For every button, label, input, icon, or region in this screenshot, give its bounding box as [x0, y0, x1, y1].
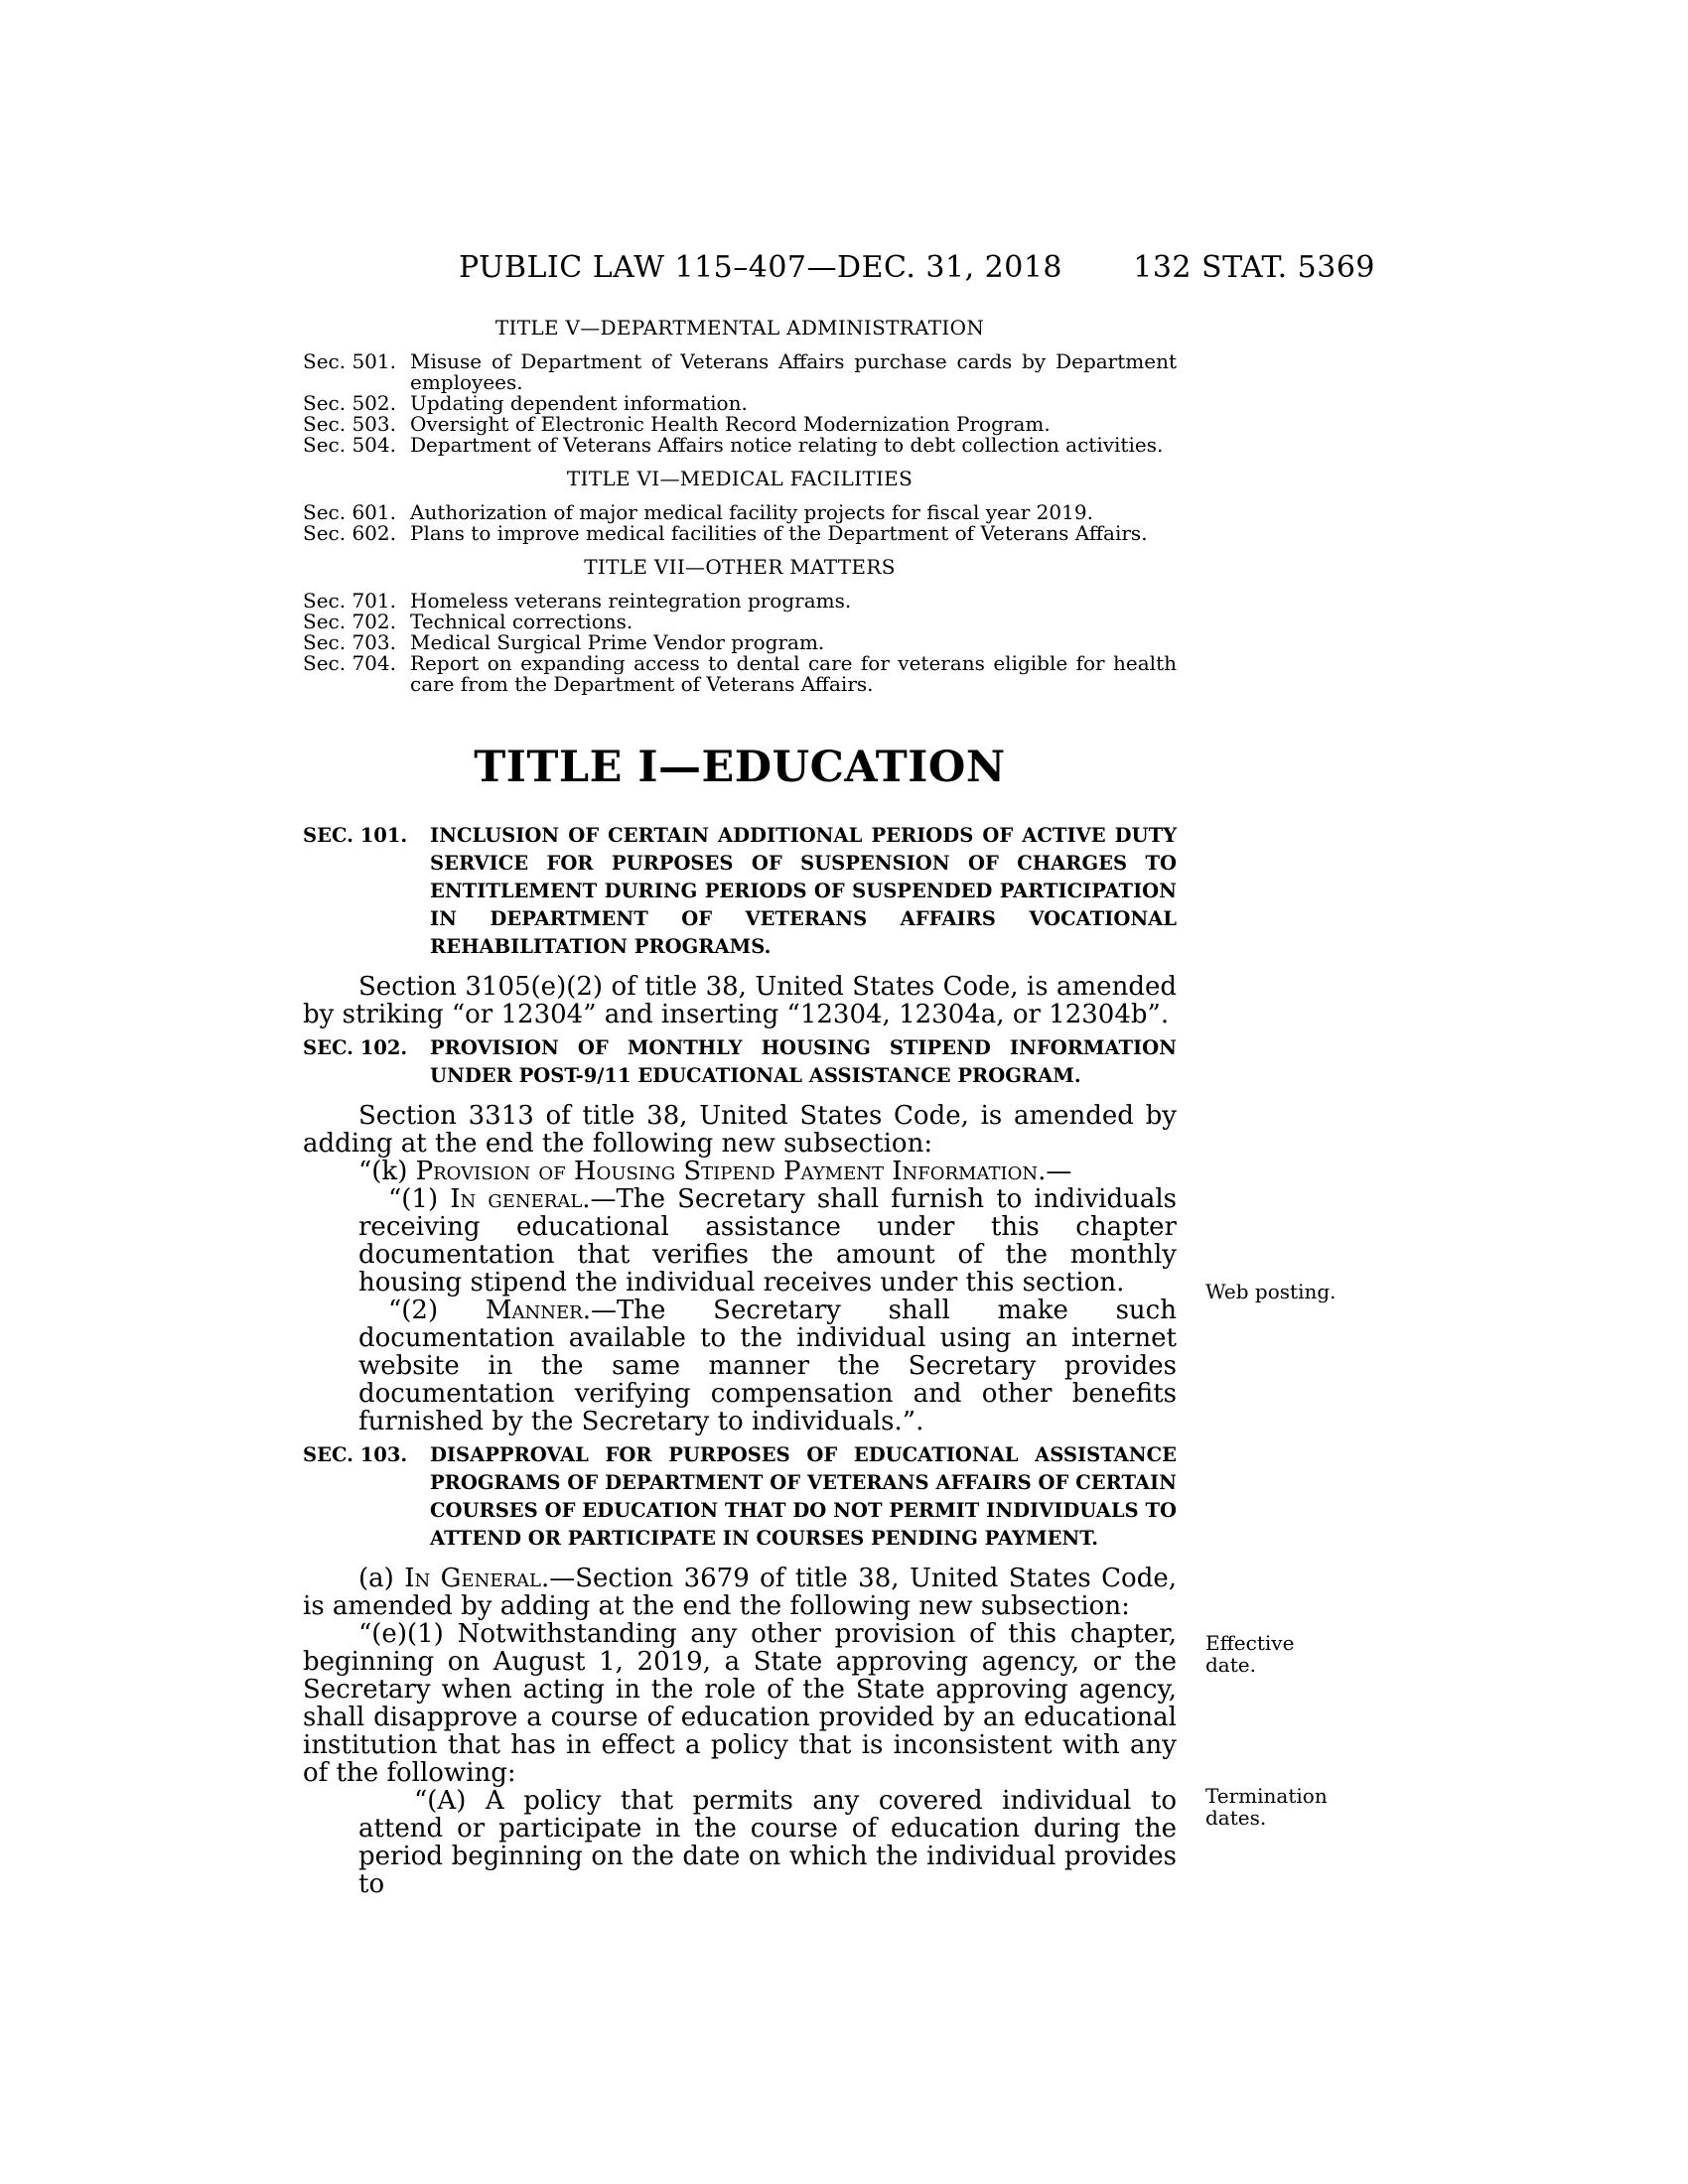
toc-sec-number: Sec. 704.	[303, 651, 396, 675]
paragraph-2	[303, 1297, 1177, 1435]
paragraph-1-text: —The Secretary shall furnish to individuals receiving educational assistance under this chapter documentation that verifies the amount of the monthly housing stipend the individual receives under this section.	[358, 1184, 1178, 1297]
paragraph-1	[303, 1185, 1177, 1297]
toc-item	[303, 393, 1177, 414]
margin-note-web-posting: Web posting.	[1205, 1280, 1336, 1303]
toc-sec-number: Sec. 504.	[303, 433, 396, 457]
paragraph-1-prefix: “(1)	[388, 1184, 451, 1214]
toc-group-title: TITLE V—DEPARTMENTAL ADMINISTRATION	[494, 316, 985, 340]
subparagraph-a: “(A) A policy that permits any covered individual to attend or participate in the course of education during the period beginning on the date on which the individual provides to	[358, 1786, 1177, 1899]
toc-title-vi	[303, 469, 1177, 544]
paragraph-1-heading: In general.	[450, 1184, 591, 1214]
section-heading-102	[303, 1034, 1177, 1090]
toc-sec-text: Updating dependent information.	[410, 391, 748, 415]
toc-group-title: TITLE VII—OTHER MATTERS	[584, 555, 896, 579]
title-heading: TITLE I—EDUCATION	[474, 743, 1006, 792]
section-101-body: Section 3105(e)(2) of title 38, United States Code, is amended by striking “or 12304” and inserting “12304, 12304a, or 12304b”.	[303, 972, 1177, 1029]
toc-sec-number: Sec. 703.	[303, 630, 396, 654]
toc-sec-number: Sec. 503.	[303, 412, 396, 436]
subsection-k-heading	[303, 1158, 1177, 1185]
toc-sec-text: Homeless veterans reintegration programs.	[410, 589, 852, 613]
paragraph-2-text: —The Secretary shall make such documentation available to the individual using an internet website in the same manner the Secretary provides documentation verifying compensation and other benefits furnished by the Secretary to individuals.”.	[358, 1296, 1177, 1436]
paragraph-2-prefix: “(2)	[388, 1296, 486, 1325]
toc-item	[303, 591, 1177, 612]
toc-sec-text: Oversight of Electronic Health Record Modernization Program.	[410, 412, 1051, 436]
toc-group-title: TITLE VI—MEDICAL FACILITIES	[566, 467, 914, 490]
toc-item	[303, 351, 1177, 393]
section-number: SEC. 103.	[303, 1443, 408, 1466]
section-heading-text: DISAPPROVAL FOR PURPOSES OF EDUCATIONAL ASSISTANCE PROGRAMS OF DEPARTMENT OF VETERANS AFFAIRS OF CERTAIN COURSES OF EDUCATION THAT DO NOT PERMIT INDIVIDUALS TO ATTEND OR PARTICIPATE IN COURSES PENDING PAYMENT.	[430, 1443, 1177, 1550]
section-102-intro: Section 3313 of title 38, United States Code, is amended by adding at the end the following new subsection:	[303, 1101, 1177, 1159]
paragraph-2-heading: Manner.	[485, 1296, 591, 1325]
margin-note-termination-dates: Termination dates.	[1205, 1784, 1328, 1830]
toc-item	[303, 653, 1177, 695]
table-of-contents	[303, 318, 1177, 708]
main-text	[303, 743, 1177, 1898]
subsection-a-prefix: (a)	[358, 1564, 405, 1593]
subsection-a-text: —Section 3679 of title 38, United States Code, is amended by adding at the end the following new subsection:	[303, 1564, 1178, 1621]
running-head	[298, 250, 1390, 290]
toc-item	[303, 632, 1177, 653]
toc-sec-number: Sec. 701.	[303, 589, 396, 613]
section-heading-text: INCLUSION OF CERTAIN ADDITIONAL PERIODS OF ACTIVE DUTY SERVICE FOR PURPOSES OF SUSPENSION OF CHARGES TO ENTITLEMENT DURING PERIODS OF SUSPENDED PARTICIPATION IN DEPARTMENT OF VETERANS AFFAIRS VOCATIONAL REHABILITATION PROGRAMS.	[430, 824, 1177, 958]
toc-sec-text: Medical Surgical Prime Vendor program.	[410, 630, 825, 654]
toc-item	[303, 523, 1177, 544]
toc-sec-text: Technical corrections.	[410, 610, 633, 633]
toc-sec-text: Department of Veterans Affairs notice relating to debt collection activities.	[410, 433, 1164, 457]
running-head-stat: 132 STAT. 5369	[1133, 250, 1375, 285]
toc-sec-number: Sec. 502.	[303, 391, 396, 415]
subsection-e1: “(e)(1) Notwithstanding any other provision of this chapter, beginning on August 1, 2019, a State approving agency, or the Secretary when acting in the role of the State approving agency, shall disapprove a course of education provided by an educational institution that has in effect a policy that is inconsistent with any of the following:	[303, 1619, 1177, 1788]
toc-sec-number: Sec. 602.	[303, 521, 396, 545]
subsection-a-heading: In General.	[404, 1564, 550, 1593]
margin-note-effective-date: Effective date.	[1205, 1631, 1295, 1677]
toc-item	[303, 435, 1177, 456]
toc-sec-text: Plans to improve medical facilities of the Department of Veterans Affairs.	[410, 521, 1148, 545]
toc-sec-text: Authorization of major medical facility projects for fiscal year 2019.	[410, 500, 1093, 524]
toc-sec-number: Sec. 702.	[303, 610, 396, 633]
toc-sec-text: Report on expanding access to dental care for veterans eligible for health care from the Department of Veterans Affairs.	[410, 651, 1177, 696]
section-number: SEC. 101.	[303, 824, 408, 847]
toc-title-v	[303, 318, 1177, 456]
section-number: SEC. 102.	[303, 1036, 408, 1059]
toc-sec-number: Sec. 501.	[303, 349, 396, 373]
toc-item	[303, 502, 1177, 523]
section-heading-103	[303, 1441, 1177, 1553]
toc-sec-number: Sec. 601.	[303, 500, 396, 524]
subsection-k-title: Provision of Housing Stipend Payment Information.—	[415, 1157, 1072, 1186]
section-heading-101	[303, 822, 1177, 961]
section-heading-text: PROVISION OF MONTHLY HOUSING STIPEND INFORMATION UNDER POST-9/11 EDUCATIONAL ASSISTANCE PROGRAM.	[430, 1036, 1177, 1087]
subsection-a	[303, 1565, 1177, 1620]
toc-title-vii	[303, 557, 1177, 695]
running-head-law: PUBLIC LAW 115–407—DEC. 31, 2018	[459, 250, 1063, 285]
toc-sec-text: Misuse of Department of Veterans Affairs purchase cards by Department employees.	[410, 349, 1177, 394]
toc-item	[303, 612, 1177, 632]
toc-item	[303, 414, 1177, 435]
subsection-k-prefix: “(k)	[358, 1157, 416, 1186]
